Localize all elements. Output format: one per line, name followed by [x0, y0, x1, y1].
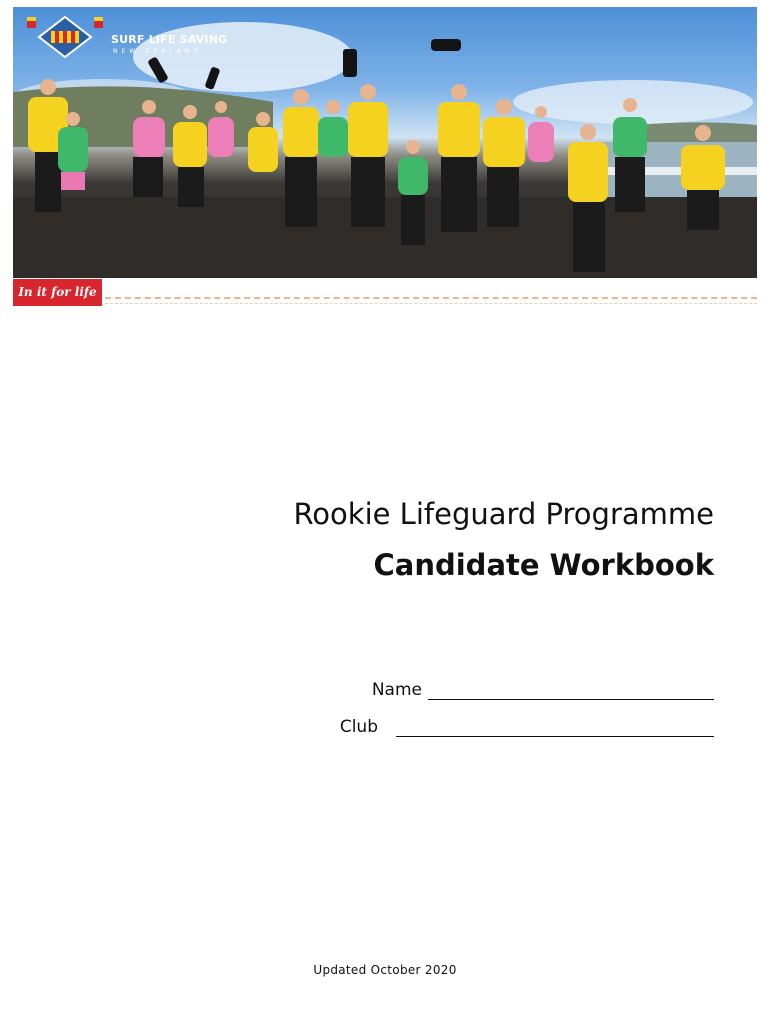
tagline-strip	[13, 279, 757, 307]
club-field-row	[340, 717, 714, 737]
logo-subtext: NEW ZEALAND	[113, 48, 202, 55]
updated-date: Updated October 2020	[313, 963, 457, 977]
decorative-divider-secondary	[105, 303, 757, 304]
club-field[interactable]	[396, 718, 714, 737]
name-label: Name	[371, 680, 422, 700]
name-field-row	[372, 680, 714, 700]
name-field[interactable]	[428, 681, 714, 700]
document-subtitle: Candidate Workbook	[373, 548, 714, 582]
document-title: Rookie Lifeguard Programme	[293, 497, 714, 531]
decorative-divider	[105, 297, 757, 299]
logo-text: SURF LIFE SAVING	[111, 33, 228, 46]
surf-life-saving-logo	[25, 15, 228, 65]
club-label: Club	[339, 717, 378, 737]
hero-photo	[13, 7, 757, 278]
tagline-badge: In it for life	[13, 279, 102, 306]
lifeguards-emblem-icon	[25, 15, 105, 59]
